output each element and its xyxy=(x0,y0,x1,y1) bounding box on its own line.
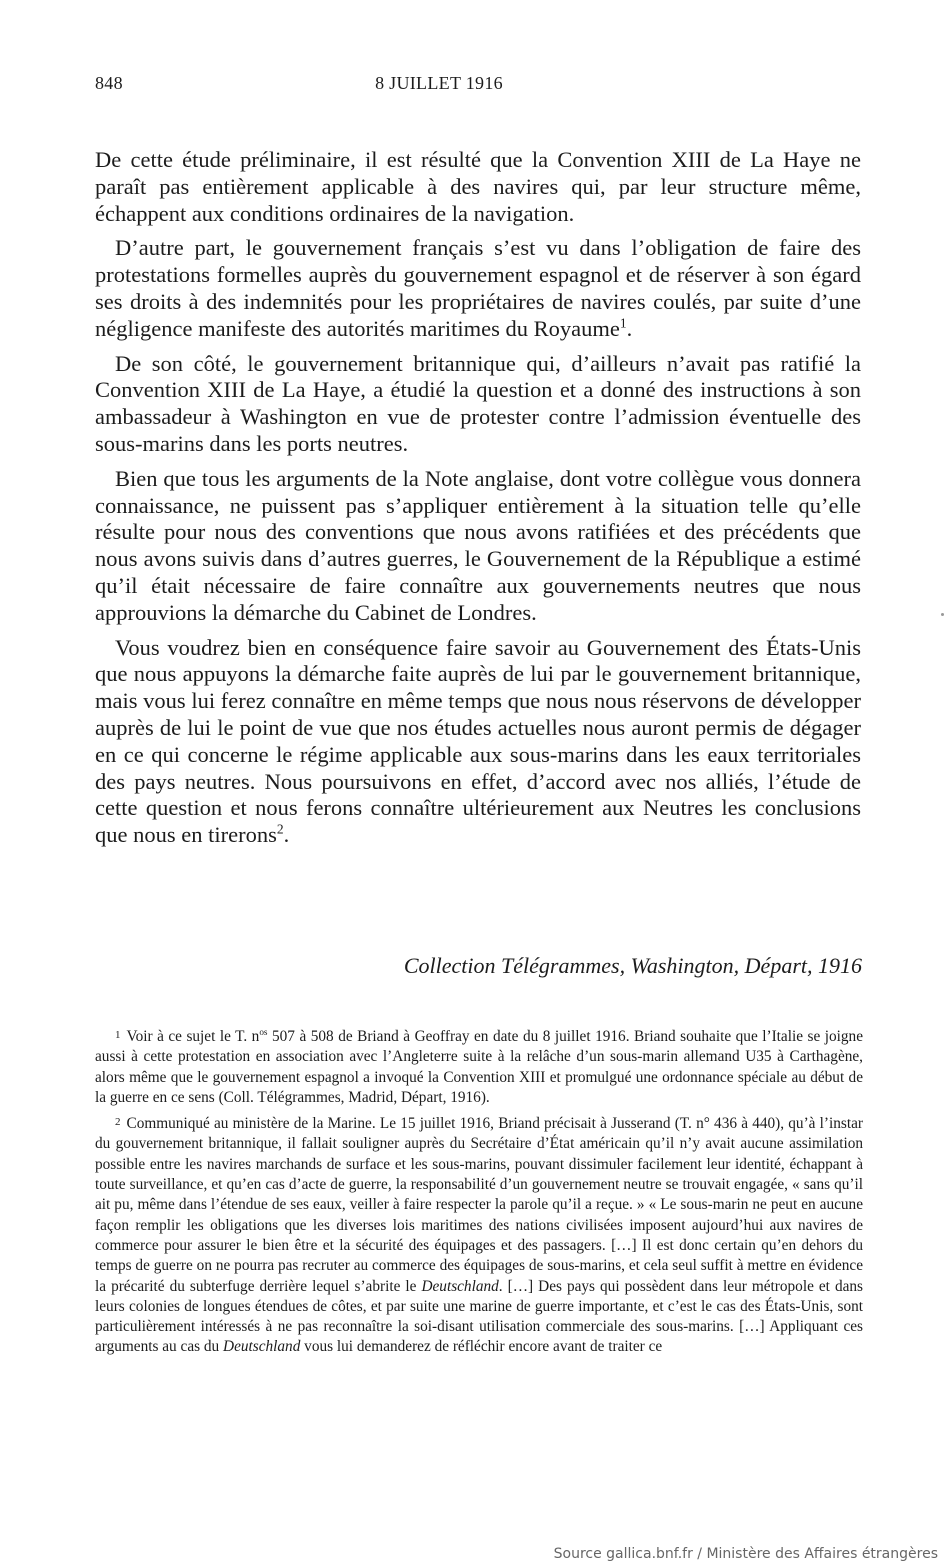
paragraph xyxy=(95,351,861,458)
punctuation: . xyxy=(283,822,290,848)
ship-name: Deutschland xyxy=(223,1338,301,1356)
source-attribution[interactable]: Source gallica.bnf.fr / Ministère des Affaires étrangères xyxy=(553,1546,938,1562)
superscript: os xyxy=(259,1026,268,1037)
paragraph xyxy=(95,466,861,627)
body-text xyxy=(95,147,861,857)
footnote-1 xyxy=(95,1025,863,1108)
footnotes xyxy=(95,1025,863,1362)
scan-speck xyxy=(941,613,944,616)
running-head xyxy=(95,73,863,99)
paragraph-text: Vous voudrez bien en conséquence faire savoir au Gouvernement des États-Unis que nous appuyons la démarche faite auprès de lui par le gouvernement britannique, mais vous lui ferez connaître en même temps que nous nous réservons de développer auprès de lui le point de vue que nos études actuelles nous auront permis de dégager en ce qui concerne le régime applicable aux sous-marins dans les eaux territoriales des pays neutres. Nous poursuivons en effet, d’accord avec nos alliés, l’étude de cette question et nous ferons connaître ultérieurement aux Neutres les conclusions que nous en tirerons xyxy=(95,634,861,848)
paragraph-text: De son côté, le gouvernement britannique qui, d’ailleurs n’avait pas ratifié la Convention XIII de La Haye, a étudié la question et a donné des instructions à son ambassadeur à Washington en vue de protester contre l’admission éventuelle des sous-marins dans les ports neutres. xyxy=(95,350,861,456)
footnote-text: Communiqué au ministère de la Marine. Le 15 juillet 1916, Briand précisait à Jusserand (T. n° 436 à 440), qu’à l’instar du gouvernement britannique, il fallait souligner auprès du Secrétaire d’État américain qu’il n’y avait aucune assimilation possible entre les navires marchands de surface et les sous-marins, pouvant dissimuler facilement leur identité, échappant à toute surveillance, et qu’en cas d’acte de guerre, la responsabilité d’un gouvernement neutre se trouvait engagée, « sans qu’il ait pu, même dans l’étendue de ses eaux, veiller à faire respecter la parole qu’il a reçue. » « Le sous-marin ne peut en aucune façon remplir les obligations que les diverses lois maritimes des nations civilisées imposent aujourd’hui aux navires de commerce pour assurer le bien être et la sécurité des équipages et des passagers. […] Il est donc certain qu’en dehors du temps de guerre on ne pourra pas recruter au commerce des équipages de sous-marins, et cela seul suffit à mettre en évidence la précarité du subterfuge derrière lequel s’abrite le xyxy=(95,1115,863,1295)
punctuation: . xyxy=(626,315,633,341)
source-citation: Collection Télégrammes, Washington, Départ, 1916 xyxy=(403,953,862,978)
paragraph-text: Bien que tous les arguments de la Note anglaise, dont votre collègue vous donnera connaissance, ne puissent pas s’appliquer entièrement à la situation telle qu’elle résulte pour nous des conventions que nous avons ratifiées et des précédents que nous avons suivis dans d’autres guerres, le Gouvernement de la République a estimé qu’il était nécessaire de faire connaître aux gouvernements neutres que nous approuvions la démarche du Cabinet de Londres. xyxy=(95,465,861,625)
paragraph-text: D’autre part, le gouvernement français s’est vu dans l’obligation de faire des protestations formelles auprès du gouvernement espagnol et de réserver à son égard ses droits à des indemnités pour les propriétaires de navires coulés, par suite d’une négligence manifeste des autorités maritimes du Royaume xyxy=(95,235,861,341)
page-number: 848 xyxy=(95,73,123,93)
footnote-ref[interactable]: 2 xyxy=(276,821,284,837)
footnote-text: vous lui demanderez de réfléchir encore avant de traiter ce xyxy=(300,1338,663,1356)
footnote-text: . […] Des pays qui possèdent dans leur métropole et dans leurs colonies de longues étendues de côtes, et par suite une marine de guerre importante, et c’est le cas des États-Unis, sont particulièrement intéressés à ne pas reconnaître la soi-disant utilisation commerciale des sous-marins. […] Appliquant ces arguments au cas du xyxy=(95,1277,863,1356)
footnote-ref[interactable]: 1 xyxy=(619,315,627,331)
ship-name: Deutschland xyxy=(421,1277,499,1295)
footnote-text: Voir à ce sujet le T. n xyxy=(126,1028,260,1045)
footnote-2 xyxy=(95,1112,863,1358)
footnote-mark: 2 xyxy=(115,1116,121,1129)
footnote-mark: 1 xyxy=(115,1029,121,1041)
paragraph xyxy=(95,147,861,227)
paragraph xyxy=(95,635,861,849)
running-title: 8 JUILLET 1916 xyxy=(375,73,503,93)
paragraph xyxy=(95,235,861,342)
paragraph-text: De cette étude préliminaire, il est résulté que la Convention XIII de La Haye ne paraît pas entièrement applicable à des navires qui, par leur structure même, échappent aux conditions ordinaires de la navigation. xyxy=(95,147,861,226)
footnote-text: 507 à 508 de Briand à Geoffray en date du 8 juillet 1916. Briand souhaite que l’Italie se joigne aussi à cette protestation en association avec l’Angleterre suite à la relâche d’un sous-marin allemand U35 à Carthagène, alors même que le gouvernement espagnol a invoqué la Convention XIII et promulgué une ordonnance spéciale au début de la guerre en ce sens (Coll. Télégrammes, Madrid, Départ, 1916). xyxy=(95,1028,864,1106)
